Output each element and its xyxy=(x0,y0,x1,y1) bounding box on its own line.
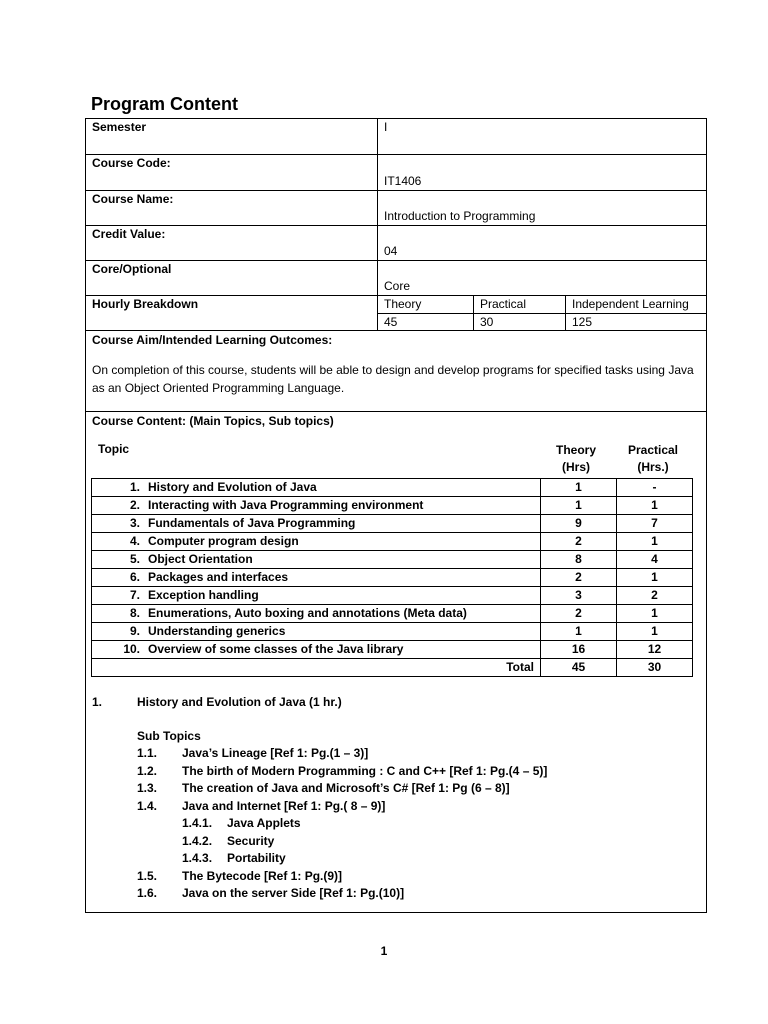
sub-topic-title: Java and Internet [Ref 1: Pg.( 8 – 9)] xyxy=(182,798,386,813)
topic-title-cell xyxy=(92,533,541,551)
topic-title: Packages and interfaces xyxy=(148,570,289,584)
sub-topic-item xyxy=(86,885,706,903)
sub-topic-item xyxy=(86,780,706,798)
sub-topic-title: The Bytecode [Ref 1: Pg.(9)] xyxy=(182,868,343,883)
topic-title-cell xyxy=(92,497,541,515)
sub-topic-number: 1.5. xyxy=(137,868,158,883)
sub-topic-title: Java on the server Side [Ref 1: Pg.(10)] xyxy=(182,886,405,900)
page-number: 1 xyxy=(380,944,388,958)
topic-title-cell xyxy=(92,515,541,533)
topic-row xyxy=(92,623,693,641)
topic-practical-hours: 12 xyxy=(617,641,693,659)
topic-theory-hours: 9 xyxy=(541,515,617,533)
topic-title: Object Orientation xyxy=(148,552,253,566)
topics-header xyxy=(86,442,706,478)
topic-number: 8. xyxy=(129,606,140,620)
sub-topic-item xyxy=(86,745,706,763)
topic-practical-hours: 4 xyxy=(617,551,693,569)
credit-value-value: 04 xyxy=(378,226,707,261)
sub-topic-item xyxy=(86,798,706,816)
sub-topic-item xyxy=(86,763,706,781)
topic-number: 1. xyxy=(129,480,140,494)
sub-topic-item xyxy=(86,815,706,833)
sub-topic-item xyxy=(86,833,706,851)
total-theory: 45 xyxy=(541,659,617,677)
hourly-theory-value: 45 xyxy=(378,314,474,331)
topic-number: 6. xyxy=(129,570,140,584)
course-content-heading: Course Content: (Main Topics, Sub topics) xyxy=(92,414,334,428)
section-1-number: 1. xyxy=(92,695,103,709)
sub-topic-title: Java Applets xyxy=(227,816,301,830)
topic-title: Computer program design xyxy=(148,534,299,548)
course-code-label: Course Code: xyxy=(86,155,378,191)
sub-topic-number: 1.6. xyxy=(137,886,158,900)
topic-column-header: Topic xyxy=(98,442,130,456)
topic-number: 2. xyxy=(129,498,140,512)
topic-practical-hours: 1 xyxy=(617,623,693,641)
topic-row xyxy=(92,515,693,533)
topic-title-cell xyxy=(92,587,541,605)
topic-number: 4. xyxy=(129,534,140,548)
topic-theory-hours: 16 xyxy=(541,641,617,659)
sub-topic-item xyxy=(86,868,706,886)
topic-practical-hours: 2 xyxy=(617,587,693,605)
topic-number: 5. xyxy=(129,552,140,566)
theory-column-header: Theory (Hrs) xyxy=(555,443,596,474)
page-title: Program Content xyxy=(91,94,239,114)
section-1-title: History and Evolution of Java (1 hr.) xyxy=(137,695,342,709)
topic-practical-hours: 7 xyxy=(617,515,693,533)
sub-topic-number: 1.3. xyxy=(137,781,158,795)
course-name-value: Introduction to Programming xyxy=(378,191,707,226)
topic-title-cell xyxy=(92,605,541,623)
semester-value: I xyxy=(378,119,707,155)
sub-topic-number: 1.4.2. xyxy=(182,833,213,848)
sub-topic-title: Java’s Lineage [Ref 1: Pg.(1 – 3)] xyxy=(182,746,369,760)
topic-title: Enumerations, Auto boxing and annotations (Meta data) xyxy=(148,606,467,620)
hourly-theory-header: Theory xyxy=(378,296,474,314)
topic-practical-hours: - xyxy=(617,479,693,497)
topic-row xyxy=(92,533,693,551)
topic-title: Interacting with Java Programming environment xyxy=(148,498,424,512)
sub-topic-title: Security xyxy=(227,833,275,848)
topic-title: Fundamentals of Java Programming xyxy=(148,516,356,530)
topic-row xyxy=(92,479,693,497)
topic-title: Overview of some classes of the Java library xyxy=(148,642,404,656)
sub-topic-number: 1.4.1. xyxy=(182,816,213,830)
section-1 xyxy=(86,695,706,903)
topic-row xyxy=(92,605,693,623)
topic-practical-hours: 1 xyxy=(617,569,693,587)
practical-column-header: Practical (Hrs.) xyxy=(627,443,679,474)
topic-title: History and Evolution of Java xyxy=(148,480,317,494)
topics-table xyxy=(91,478,693,677)
sub-topic-number: 1.1. xyxy=(137,746,158,760)
hourly-practical-header: Practical xyxy=(474,296,566,314)
topic-row xyxy=(92,569,693,587)
topic-number: 7. xyxy=(129,588,140,602)
course-aim-heading: Course Aim/Intended Learning Outcomes: xyxy=(92,333,333,347)
topic-theory-hours: 1 xyxy=(541,623,617,641)
topic-title-cell xyxy=(92,551,541,569)
topic-title-cell xyxy=(92,479,541,497)
topic-theory-hours: 2 xyxy=(541,605,617,623)
sub-topics-list xyxy=(86,745,706,903)
hourly-independent-value: 125 xyxy=(566,314,707,331)
topic-number: 10. xyxy=(123,642,140,656)
program-content-table xyxy=(85,118,707,913)
topic-number: 3. xyxy=(129,516,140,530)
topic-theory-hours: 1 xyxy=(541,479,617,497)
topic-row xyxy=(92,551,693,569)
section-1-heading xyxy=(86,695,706,713)
topic-title-cell xyxy=(92,623,541,641)
hourly-breakdown-label: Hourly Breakdown xyxy=(86,296,378,331)
course-aim-text: On completion of this course, students will be able to design and develop programs for specified tasks using Java as an Object Oriented Programming Language. xyxy=(92,363,694,395)
hourly-practical-value: 30 xyxy=(474,314,566,331)
total-practical: 30 xyxy=(617,659,693,677)
topic-title-cell xyxy=(92,569,541,587)
core-optional-value: Core xyxy=(378,261,707,296)
topic-number: 9. xyxy=(129,624,140,638)
sub-topic-number: 1.4.3. xyxy=(182,851,213,865)
sub-topic-title: The creation of Java and Microsoft’s C# [Ref 1: Pg (6 – 8)] xyxy=(182,781,510,795)
topic-theory-hours: 2 xyxy=(541,569,617,587)
course-content-cell xyxy=(86,412,707,913)
credit-value-label: Credit Value: xyxy=(86,226,378,261)
course-aim-cell xyxy=(86,331,707,412)
topic-title-cell xyxy=(92,641,541,659)
sub-topics-heading: Sub Topics xyxy=(137,729,201,743)
topic-row xyxy=(92,497,693,515)
topic-practical-hours: 1 xyxy=(617,497,693,515)
topic-title: Understanding generics xyxy=(148,624,286,638)
total-label: Total xyxy=(92,659,541,677)
topic-title: Exception handling xyxy=(148,588,259,602)
core-optional-label: Core/Optional xyxy=(86,261,378,296)
topic-theory-hours: 2 xyxy=(541,533,617,551)
topic-theory-hours: 1 xyxy=(541,497,617,515)
topic-theory-hours: 8 xyxy=(541,551,617,569)
course-name-label: Course Name: xyxy=(86,191,378,226)
sub-topic-number: 1.4. xyxy=(137,798,158,813)
sub-topic-title: The birth of Modern Programming : C and C++ [Ref 1: Pg.(4 – 5)] xyxy=(182,763,548,778)
topic-practical-hours: 1 xyxy=(617,605,693,623)
sub-topic-title: Portability xyxy=(227,851,286,865)
topic-theory-hours: 3 xyxy=(541,587,617,605)
hourly-independent-header: Independent Learning xyxy=(566,296,707,314)
topic-practical-hours: 1 xyxy=(617,533,693,551)
sub-topic-item xyxy=(86,850,706,868)
topic-row xyxy=(92,587,693,605)
topic-row xyxy=(92,641,693,659)
course-code-value: IT1406 xyxy=(378,155,707,191)
semester-label: Semester xyxy=(86,119,378,155)
sub-topic-number: 1.2. xyxy=(137,763,158,778)
